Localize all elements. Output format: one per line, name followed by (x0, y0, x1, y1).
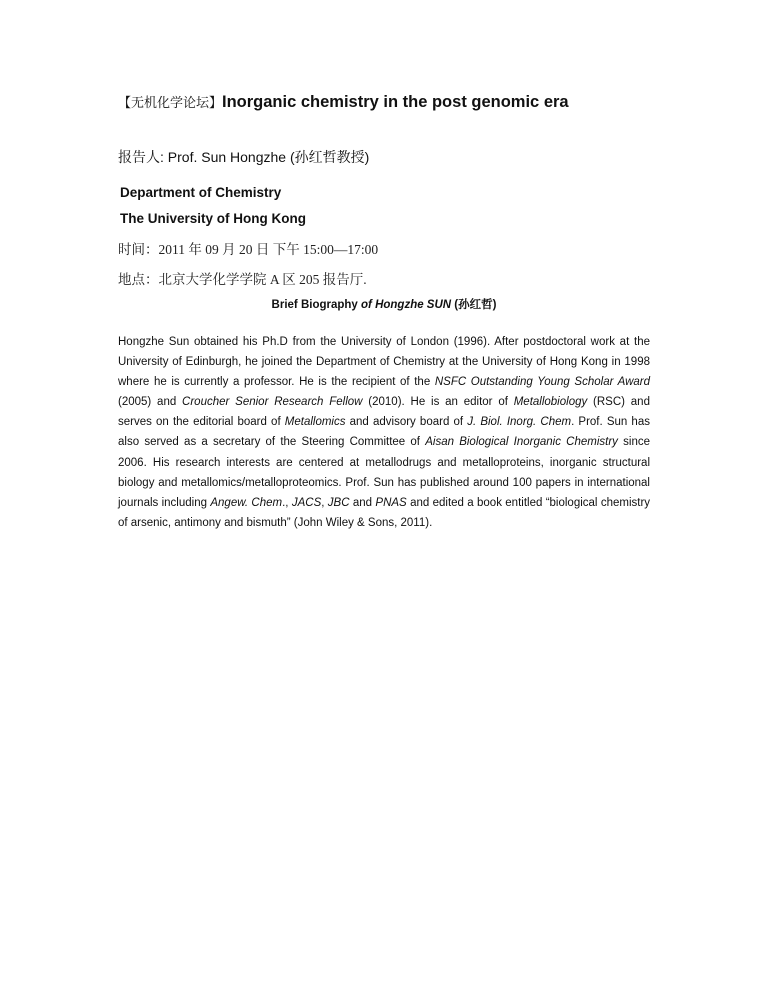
bio-text-segment: . Prof. Sun has also served as a secretary of the Steering Committee of (118, 416, 650, 449)
biography-heading (118, 296, 650, 312)
bio-text-segment: (2010). He is an editor of (362, 396, 514, 409)
bio-italic-segment: Metallomics (284, 416, 346, 429)
event-place: 地点：北京大学化学学院 A 区 205 报告厅. (118, 272, 367, 287)
bio-text-segment: (2005) and (118, 396, 183, 409)
bio-italic-segment: JBC (327, 496, 350, 509)
lecture-title (118, 92, 569, 112)
university: The University of Hong Kong (120, 211, 307, 226)
bio-italic-segment: Croucher Senior Research Fellow (182, 396, 363, 409)
bio-text-segment: and advisory board of (345, 416, 468, 429)
bio-italic-segment: Angew. Chem (210, 496, 283, 509)
bio-text-segment: , (321, 496, 328, 509)
bio-italic-segment: PNAS (375, 496, 407, 509)
bio-italic-segment: NSFC Outstanding Young Scholar Award (434, 376, 650, 389)
biography-text (118, 332, 650, 533)
title-text: Inorganic chemistry in the post genomic era (222, 93, 569, 111)
bio-text-segment: Hongzhe Sun obtained his Ph.D from the University of London (1996). After postdoctoral work at the University of Edinburgh, he joined the Department of Chemistry at the University of Hong Kong in 1998 where he is currently a professor. He is the recipient of the (118, 336, 650, 389)
bio-text-segment: and edited a book entitled “biological chemistry of arsenic, antimony and bismuth” (John Wiley & Sons, 2011). (118, 496, 651, 529)
forum-prefix: 【无机化学论坛】 (118, 95, 223, 110)
bio-italic-segment: J. Biol. Inorg. Chem (467, 416, 572, 429)
department: Department of Chemistry (120, 185, 282, 200)
speaker-label: 报告人: (118, 149, 168, 165)
bio-heading-name: of Hongzhe SUN (361, 299, 452, 311)
bio-italic-segment: Aisan Biological Inorganic Chemistry (425, 436, 618, 449)
speaker-name: Prof. Sun Hongzhe (孙红哲教授) (167, 149, 370, 165)
bio-text-segment: since 2006. His research interests are centered at metallodrugs and metalloproteins, inorganic structural biology and metallomics/metalloproteomics. Prof. Sun has published around 100 papers in international journals including (118, 436, 651, 509)
speaker-line (118, 147, 369, 167)
bio-italic-segment: Metallobiology (513, 396, 588, 409)
event-time: 时间：2011 年 09 月 20 日 下午 15:00—17:00 (118, 242, 379, 257)
bio-text-segment: ., (282, 496, 292, 509)
bio-italic-segment: JACS (291, 496, 322, 509)
bio-text-segment: and (349, 496, 376, 509)
bio-heading-suffix: (孙红哲) (451, 299, 497, 311)
bio-text-segment: (RSC) and serves on the editorial board of (118, 396, 650, 429)
bio-heading-prefix: Brief Biography (271, 299, 362, 311)
